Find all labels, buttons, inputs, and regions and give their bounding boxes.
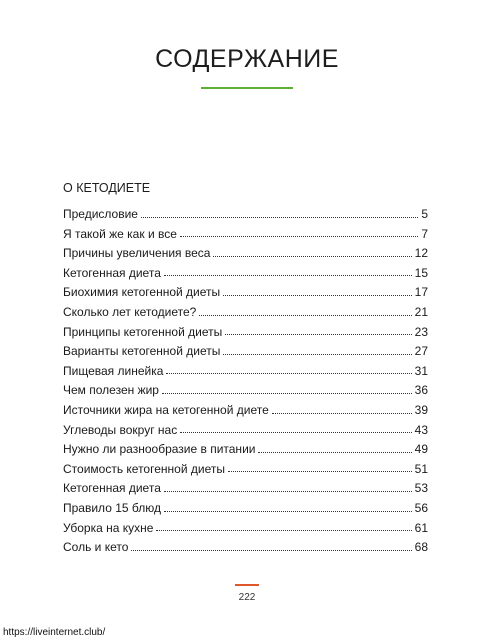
toc-entry-label: Углеводы вокруг нас xyxy=(63,422,178,437)
toc-entry-label: Чем полезен жир xyxy=(63,383,159,398)
page-number: 222 xyxy=(238,592,256,603)
toc-dot-leader xyxy=(180,236,418,237)
toc-dot-leader xyxy=(223,295,411,296)
toc-dot-leader xyxy=(180,432,411,433)
toc-entry-label: Нужно ли разнообразие в питании xyxy=(63,442,256,457)
toc-entry-page: 61 xyxy=(414,520,428,535)
toc-entry-label: Уборка на кухне xyxy=(63,520,154,535)
toc-entry-label: Источники жира на кетогенной диете xyxy=(63,402,269,417)
toc-entry[interactable] xyxy=(63,401,428,421)
toc-dot-leader xyxy=(141,217,418,218)
toc-entry[interactable] xyxy=(63,244,428,264)
toc-entry[interactable] xyxy=(63,499,428,519)
toc-dot-leader xyxy=(164,511,412,512)
title-underline xyxy=(201,87,293,89)
toc-dot-leader xyxy=(162,393,412,394)
toc-entry[interactable] xyxy=(63,381,428,401)
footer-rule xyxy=(235,584,259,586)
toc-entry[interactable] xyxy=(63,362,428,382)
toc-dot-leader xyxy=(164,275,412,276)
toc-dot-leader xyxy=(156,530,411,531)
toc-entry-page: 5 xyxy=(421,207,428,221)
toc-entry[interactable] xyxy=(63,264,428,284)
page-title: СОДЕРЖАНИЕ xyxy=(155,45,339,73)
toc-entry-page: 27 xyxy=(414,344,428,359)
toc-entry[interactable] xyxy=(63,205,428,225)
toc-entry-label: Принципы кетогенной диеты xyxy=(63,324,223,339)
toc-dot-leader xyxy=(272,413,412,414)
toc-entry-page: 31 xyxy=(414,363,428,378)
toc-entry-label: Варианты кетогенной диеты xyxy=(63,344,221,359)
toc-entry-page: 21 xyxy=(414,304,428,319)
toc-entry-label: Причины увеличения веса xyxy=(63,246,211,261)
toc-entry[interactable] xyxy=(63,323,428,343)
toc-entry-page: 17 xyxy=(414,285,428,300)
toc-dot-leader xyxy=(223,354,411,355)
toc-entry-label: Пищевая линейка xyxy=(63,363,164,378)
toc-entry-label: Соль и кето xyxy=(63,540,129,555)
toc-entry-label: Кетогенная диета xyxy=(63,481,161,496)
toc-entry-page: 7 xyxy=(421,226,428,241)
toc-dot-leader xyxy=(225,334,411,335)
toc-dot-leader xyxy=(199,315,411,316)
table-of-contents xyxy=(63,205,428,558)
toc-entry-label: Биохимия кетогенной диеты xyxy=(63,285,221,300)
toc-entry-page: 68 xyxy=(414,540,428,555)
toc-dot-leader xyxy=(228,471,412,472)
toc-entry-page: 53 xyxy=(414,481,428,496)
toc-entry-page: 43 xyxy=(414,422,428,437)
toc-entry[interactable] xyxy=(63,283,428,303)
toc-entry-label: Сколько лет кетодиете? xyxy=(63,304,197,319)
source-watermark: https://liveinternet.club/ xyxy=(3,627,106,638)
toc-entry[interactable] xyxy=(63,479,428,499)
toc-entry[interactable] xyxy=(63,421,428,441)
toc-entry[interactable] xyxy=(63,538,428,558)
toc-entry[interactable] xyxy=(63,460,428,480)
toc-entry-page: 12 xyxy=(414,246,428,261)
toc-entry-page: 49 xyxy=(414,442,428,457)
toc-entry[interactable] xyxy=(63,225,428,245)
toc-dot-leader xyxy=(164,491,412,492)
toc-entry-label: Предисловие xyxy=(63,207,138,221)
toc-dot-leader xyxy=(213,256,411,257)
toc-entry-label: Правило 15 блюд xyxy=(63,500,161,515)
toc-dot-leader xyxy=(166,373,411,374)
toc-entry-page: 36 xyxy=(414,383,428,398)
toc-entry-page: 39 xyxy=(414,402,428,417)
toc-entry-page: 23 xyxy=(414,324,428,339)
toc-entry[interactable] xyxy=(63,519,428,539)
toc-entry-label: Стоимость кетогенной диеты xyxy=(63,461,225,476)
toc-entry[interactable] xyxy=(63,303,428,323)
toc-dot-leader xyxy=(131,550,411,551)
toc-entry[interactable] xyxy=(63,342,428,362)
toc-dot-leader xyxy=(258,452,411,453)
toc-entry-page: 15 xyxy=(414,265,428,280)
toc-entry-page: 51 xyxy=(414,461,428,476)
toc-entry-label: Я такой же как и все xyxy=(63,226,177,241)
toc-entry-label: Кетогенная диета xyxy=(63,265,161,280)
toc-entry-page: 56 xyxy=(414,500,428,515)
section-heading: О КЕТОДИЕТЕ xyxy=(63,181,151,195)
toc-entry[interactable] xyxy=(63,440,428,460)
